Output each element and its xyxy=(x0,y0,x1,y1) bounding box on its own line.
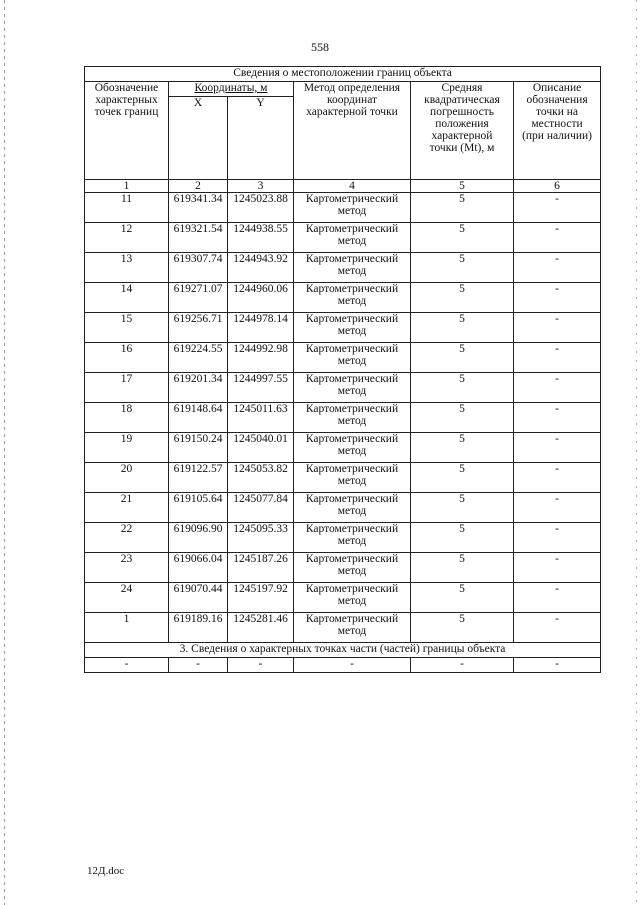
column-number: 1 xyxy=(85,180,169,193)
method-line-1: Картометрический xyxy=(305,523,399,535)
description-cell: - xyxy=(514,523,601,553)
x-cell: 619148.64 xyxy=(169,403,228,433)
method-line-2: метод xyxy=(337,415,367,427)
point-cell: 13 xyxy=(85,253,169,283)
method-cell xyxy=(294,373,411,403)
point-cell: 19 xyxy=(85,433,169,463)
description-cell: - xyxy=(514,493,601,523)
table-row xyxy=(85,253,601,283)
method-line-1: Картометрический xyxy=(305,283,399,295)
method-line-2: метод xyxy=(337,445,367,457)
accuracy-cell: 5 xyxy=(411,583,514,613)
table-title: Сведения о местоположении границ объекта xyxy=(85,67,601,82)
table-row xyxy=(85,223,601,253)
method-line-2: метод xyxy=(337,595,367,607)
description-cell: - xyxy=(514,553,601,583)
y-cell: 1244938.55 xyxy=(228,223,294,253)
page-number: 558 xyxy=(311,40,329,54)
table-row xyxy=(85,523,601,553)
method-cell xyxy=(294,493,411,523)
point-cell: 24 xyxy=(85,583,169,613)
header-coordinates: Координаты, м xyxy=(169,82,294,97)
accuracy-cell: 5 xyxy=(411,343,514,373)
method-cell xyxy=(294,613,411,643)
description-cell: - xyxy=(514,373,601,403)
column-numbers-row xyxy=(85,180,601,193)
method-cell xyxy=(294,193,411,223)
empty-cell: - xyxy=(514,658,601,673)
method-cell xyxy=(294,253,411,283)
y-cell: 1245197.92 xyxy=(228,583,294,613)
method-line-1: Картометрический xyxy=(305,343,399,355)
x-cell: 619150.24 xyxy=(169,433,228,463)
point-cell: 15 xyxy=(85,313,169,343)
method-line-1: Картометрический xyxy=(305,433,399,445)
y-cell: 1244992.98 xyxy=(228,343,294,373)
point-cell: 12 xyxy=(85,223,169,253)
method-cell xyxy=(294,343,411,373)
data-rows xyxy=(85,193,601,643)
method-line-2: метод xyxy=(337,535,367,547)
point-cell: 16 xyxy=(85,343,169,373)
x-cell: 619070.44 xyxy=(169,583,228,613)
description-cell: - xyxy=(514,463,601,493)
method-cell xyxy=(294,463,411,493)
table-row xyxy=(85,283,601,313)
column-number: 4 xyxy=(294,180,411,193)
description-cell: - xyxy=(514,403,601,433)
x-cell: 619321.54 xyxy=(169,223,228,253)
point-cell: 20 xyxy=(85,463,169,493)
method-cell xyxy=(294,433,411,463)
y-cell: 1245095.33 xyxy=(228,523,294,553)
method-line-1: Картометрический xyxy=(305,253,399,265)
accuracy-cell: 5 xyxy=(411,313,514,343)
method-cell xyxy=(294,523,411,553)
table-title-row xyxy=(85,67,601,82)
method-line-2: метод xyxy=(337,265,367,277)
section3-title: 3. Сведения о характерных точках части (частей) границы объекта xyxy=(85,643,601,658)
table-row xyxy=(85,583,601,613)
accuracy-cell: 5 xyxy=(411,403,514,433)
accuracy-cell: 5 xyxy=(411,223,514,253)
method-line-1: Картометрический xyxy=(305,613,399,625)
accuracy-cell: 5 xyxy=(411,463,514,493)
method-line-1: Картометрический xyxy=(305,223,399,235)
point-cell: 14 xyxy=(85,283,169,313)
scan-edge-left xyxy=(4,0,5,905)
y-cell: 1245077.84 xyxy=(228,493,294,523)
x-cell: 619066.04 xyxy=(169,553,228,583)
description-cell: - xyxy=(514,343,601,373)
method-cell xyxy=(294,313,411,343)
method-line-1: Картометрический xyxy=(305,583,399,595)
accuracy-cell: 5 xyxy=(411,523,514,553)
y-cell: 1245023.88 xyxy=(228,193,294,223)
y-cell: 1245011.63 xyxy=(228,403,294,433)
method-cell xyxy=(294,403,411,433)
x-cell: 619105.64 xyxy=(169,493,228,523)
accuracy-cell: 5 xyxy=(411,283,514,313)
x-cell: 619201.34 xyxy=(169,373,228,403)
footer-filename: 12Д.doc xyxy=(87,865,125,877)
y-cell: 1244978.14 xyxy=(228,313,294,343)
method-line-2: метод xyxy=(337,205,367,217)
description-cell: - xyxy=(514,223,601,253)
empty-cell: - xyxy=(411,658,514,673)
point-cell: 21 xyxy=(85,493,169,523)
point-cell: 11 xyxy=(85,193,169,223)
accuracy-cell: 5 xyxy=(411,493,514,523)
method-line-1: Картометрический xyxy=(305,493,399,505)
accuracy-cell: 5 xyxy=(411,253,514,283)
empty-cell: - xyxy=(169,658,228,673)
table-row xyxy=(85,403,601,433)
method-line-2: метод xyxy=(337,355,367,367)
description-cell: - xyxy=(514,613,601,643)
column-number: 2 xyxy=(169,180,228,193)
y-cell: 1244960.06 xyxy=(228,283,294,313)
method-line-2: метод xyxy=(337,505,367,517)
section3-title-row xyxy=(85,643,601,658)
y-cell: 1245053.82 xyxy=(228,463,294,493)
empty-cell: - xyxy=(294,658,411,673)
y-cell: 1245187.26 xyxy=(228,553,294,583)
x-cell: 619341.34 xyxy=(169,193,228,223)
empty-cell: - xyxy=(228,658,294,673)
x-cell: 619224.55 xyxy=(169,343,228,373)
method-cell xyxy=(294,283,411,313)
x-cell: 619122.57 xyxy=(169,463,228,493)
method-line-1: Картометрический xyxy=(305,373,399,385)
scan-edge-right xyxy=(636,0,637,905)
x-cell: 619256.71 xyxy=(169,313,228,343)
description-cell: - xyxy=(514,193,601,223)
header-x: X xyxy=(169,97,228,180)
header-accuracy: Средняя квадратическая погрешность положения характерной точки (Mt), м xyxy=(411,82,514,180)
description-cell: - xyxy=(514,433,601,463)
method-line-2: метод xyxy=(337,295,367,307)
method-line-2: метод xyxy=(337,325,367,337)
method-cell xyxy=(294,553,411,583)
column-number: 6 xyxy=(514,180,601,193)
point-cell: 1 xyxy=(85,613,169,643)
table-row xyxy=(85,373,601,403)
boundary-points-table xyxy=(84,66,601,673)
method-line-2: метод xyxy=(337,475,367,487)
y-cell: 1245281.46 xyxy=(228,613,294,643)
column-number: 3 xyxy=(228,180,294,193)
header-point-designation: Обозначение характерных точек границ xyxy=(85,82,169,180)
description-cell: - xyxy=(514,253,601,283)
y-cell: 1245040.01 xyxy=(228,433,294,463)
accuracy-cell: 5 xyxy=(411,373,514,403)
y-cell: 1244943.92 xyxy=(228,253,294,283)
point-cell: 17 xyxy=(85,373,169,403)
header-row-1 xyxy=(85,82,601,97)
accuracy-cell: 5 xyxy=(411,613,514,643)
x-cell: 619096.90 xyxy=(169,523,228,553)
method-line-1: Картометрический xyxy=(305,403,399,415)
table-row xyxy=(85,433,601,463)
method-cell xyxy=(294,223,411,253)
table-row xyxy=(85,613,601,643)
header-method: Метод определения координат характерной точки xyxy=(294,82,411,180)
accuracy-cell: 5 xyxy=(411,193,514,223)
method-line-1: Картометрический xyxy=(305,193,399,205)
method-line-2: метод xyxy=(337,235,367,247)
section3-empty-row xyxy=(85,658,601,673)
table-row xyxy=(85,193,601,223)
method-line-2: метод xyxy=(337,565,367,577)
x-cell: 619307.74 xyxy=(169,253,228,283)
accuracy-cell: 5 xyxy=(411,433,514,463)
method-line-1: Картометрический xyxy=(305,463,399,475)
table-row xyxy=(85,343,601,373)
method-line-1: Картометрический xyxy=(305,313,399,325)
method-line-2: метод xyxy=(337,385,367,397)
x-cell: 619271.07 xyxy=(169,283,228,313)
x-cell: 619189.16 xyxy=(169,613,228,643)
accuracy-cell: 5 xyxy=(411,553,514,583)
method-cell xyxy=(294,583,411,613)
table-row xyxy=(85,493,601,523)
point-cell: 23 xyxy=(85,553,169,583)
method-line-2: метод xyxy=(337,625,367,637)
point-cell: 22 xyxy=(85,523,169,553)
header-y: Y xyxy=(228,97,294,180)
method-line-1: Картометрический xyxy=(305,553,399,565)
description-cell: - xyxy=(514,583,601,613)
empty-cell: - xyxy=(85,658,169,673)
column-number: 5 xyxy=(411,180,514,193)
table-row xyxy=(85,313,601,343)
table-row xyxy=(85,553,601,583)
point-cell: 18 xyxy=(85,403,169,433)
y-cell: 1244997.55 xyxy=(228,373,294,403)
table-row xyxy=(85,463,601,493)
header-description: Описание обозначения точки на местности (при наличии) xyxy=(514,82,601,180)
description-cell: - xyxy=(514,313,601,343)
description-cell: - xyxy=(514,283,601,313)
